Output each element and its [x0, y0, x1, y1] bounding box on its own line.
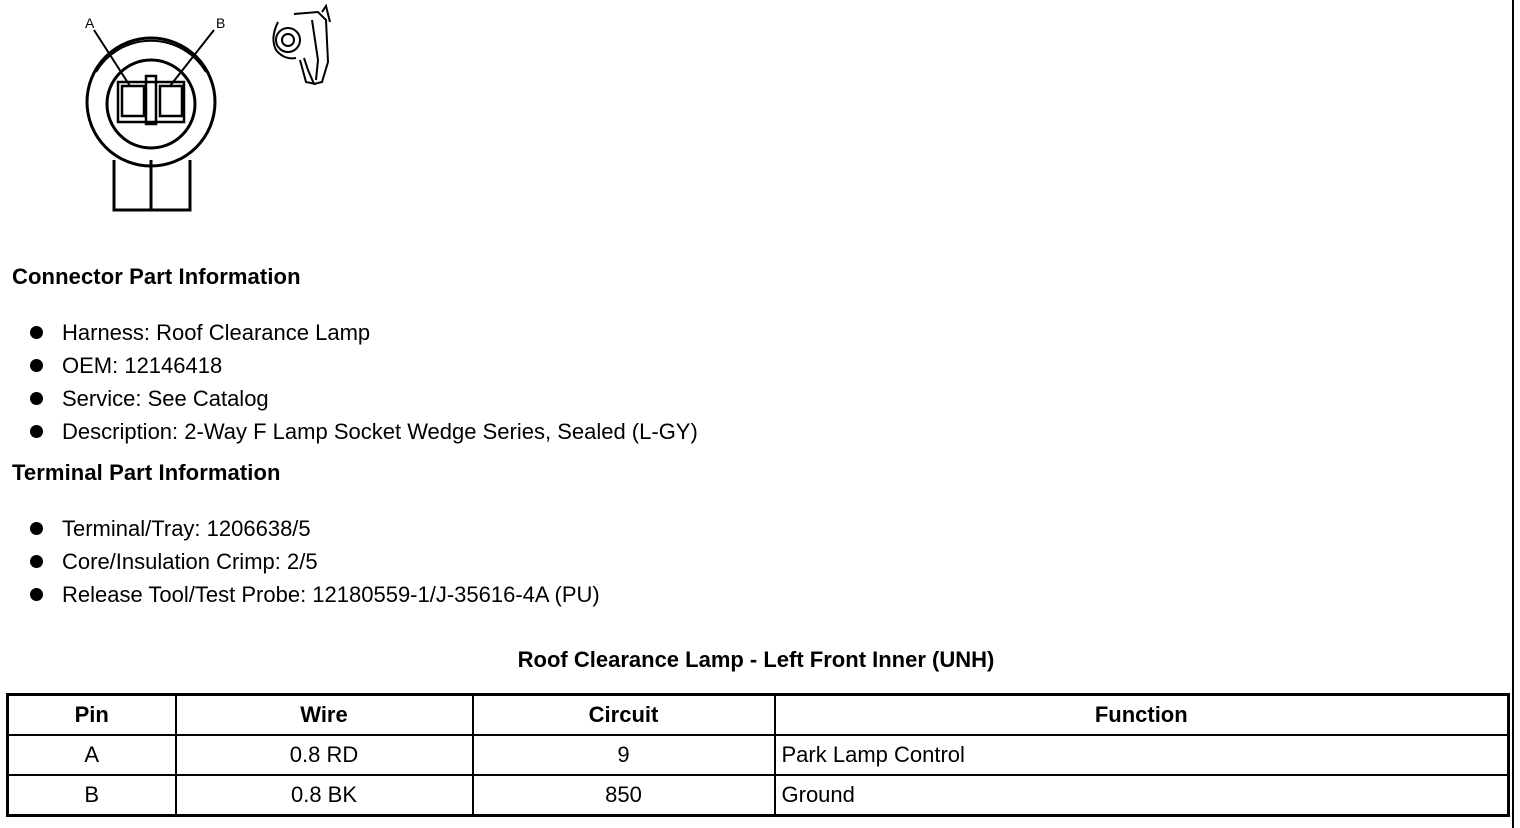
table-title: Roof Clearance Lamp - Left Front Inner (UNH) — [517, 647, 995, 672]
cell-wire: 0.8 BK — [176, 775, 473, 816]
column-header-pin: Pin — [8, 695, 176, 736]
cell-function: Ground — [775, 775, 1509, 816]
bullet-icon — [30, 522, 43, 535]
table-row — [8, 735, 1509, 775]
lamp-socket-drawing — [273, 6, 330, 84]
bullet-icon — [30, 588, 43, 601]
table-header-row — [8, 695, 1509, 736]
list-item: OEM: 12146418 — [30, 349, 698, 382]
bullet-icon — [30, 555, 43, 568]
column-header-wire: Wire — [176, 695, 473, 736]
connector-face-drawing — [87, 30, 215, 210]
cell-function: Park Lamp Control — [775, 735, 1509, 775]
cell-circuit: 850 — [473, 775, 775, 816]
terminal-info-list — [30, 512, 600, 611]
connector-figure — [0, 0, 360, 220]
list-item: Core/Insulation Crimp: 2/5 — [30, 545, 600, 578]
connector-info-heading: Connector Part Information — [12, 264, 301, 289]
page-border — [1512, 0, 1514, 828]
column-header-circuit: Circuit — [473, 695, 775, 736]
connector-info-list — [30, 316, 698, 448]
list-item: Service: See Catalog — [30, 382, 698, 415]
column-header-function: Function — [775, 695, 1509, 736]
terminal-info-heading: Terminal Part Information — [12, 460, 281, 485]
bullet-icon — [30, 326, 43, 339]
cell-circuit: 9 — [473, 735, 775, 775]
list-item: Release Tool/Test Probe: 12180559-1/J-35616-4A (PU) — [30, 578, 600, 611]
pin-label-a: A — [85, 15, 95, 31]
pin-label-b: B — [216, 15, 226, 31]
cell-pin: B — [8, 775, 176, 816]
bullet-icon — [30, 425, 43, 438]
list-item: Description: 2-Way F Lamp Socket Wedge Series, Sealed (L-GY) — [30, 415, 698, 448]
list-item: Terminal/Tray: 1206638/5 — [30, 512, 600, 545]
cell-wire: 0.8 RD — [176, 735, 473, 775]
bullet-icon — [30, 392, 43, 405]
cell-pin: A — [8, 735, 176, 775]
pin-table — [6, 693, 1510, 817]
bullet-icon — [30, 359, 43, 372]
list-item: Harness: Roof Clearance Lamp — [30, 316, 698, 349]
table-row — [8, 775, 1509, 816]
